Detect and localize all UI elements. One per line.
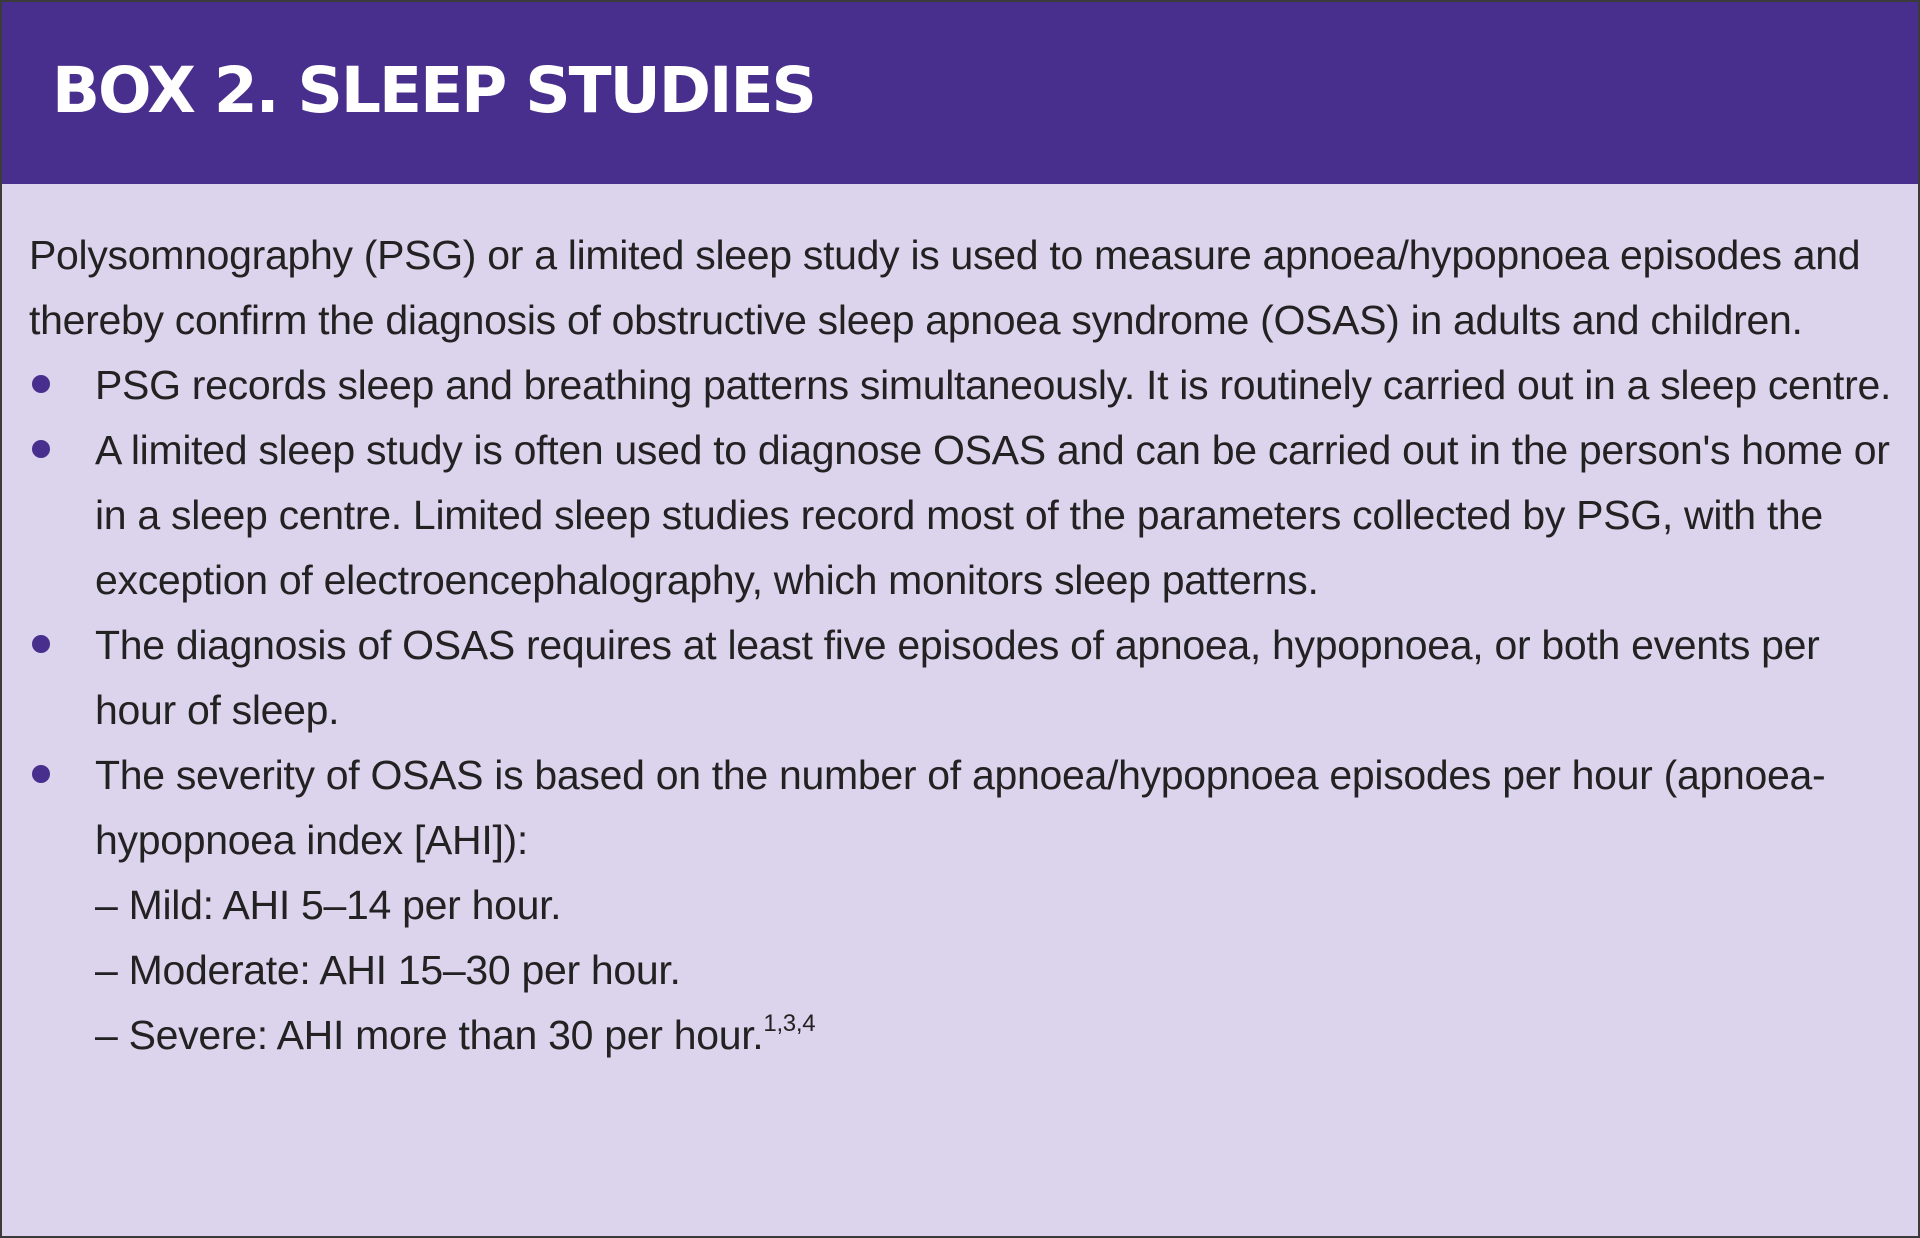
severity-list (95, 873, 1899, 1068)
bullet-icon (32, 765, 50, 783)
bullet-icon (32, 440, 50, 458)
box-content (29, 223, 1899, 1068)
bullet-item-diagnosis (29, 613, 1899, 743)
bullet-text: PSG records sleep and breathing patterns simultaneously. It is routinely carried out in a sleep centre. (95, 362, 1892, 408)
bullet-item-limited-study (29, 418, 1899, 613)
bullet-text: The diagnosis of OSAS requires at least five episodes of apnoea, hypopnoea, or both events per hour of sleep. (95, 622, 1820, 733)
reference-superscript: 1,3,4 (763, 1010, 816, 1037)
bullet-icon (32, 635, 50, 653)
bullet-item-severity (29, 743, 1899, 1068)
bullet-item-psg (29, 353, 1899, 418)
box-header (2, 2, 1918, 184)
bullet-text: The severity of OSAS is based on the number of apnoea/hypopnoea episodes per hour (apnoea-hypopnoea index [AHI]): (95, 752, 1826, 863)
bullet-icon (32, 375, 50, 393)
severity-moderate: – Moderate: AHI 15–30 per hour. (95, 947, 681, 993)
intro-paragraph: Polysomnography (PSG) or a limited sleep study is used to measure apnoea/hypopnoea episodes and thereby confirm the diagnosis of obstructive sleep apnoea syndrome (OSAS) in adults and children. (29, 232, 1861, 343)
severity-severe-text: – Severe: AHI more than 30 per hour. (95, 1012, 764, 1058)
bullet-text: A limited sleep study is often used to diagnose OSAS and can be carried out in the person's home or in a sleep centre. Limited sleep studies record most of the parameters collected by PSG, with the exception of electroencephalography, which monitors sleep patterns. (95, 427, 1890, 603)
severity-severe (95, 1003, 1899, 1068)
box-title: BOX 2. SLEEP STUDIES (52, 54, 815, 127)
bullet-list (29, 353, 1899, 1068)
severity-mild: – Mild: AHI 5–14 per hour. (95, 882, 562, 928)
